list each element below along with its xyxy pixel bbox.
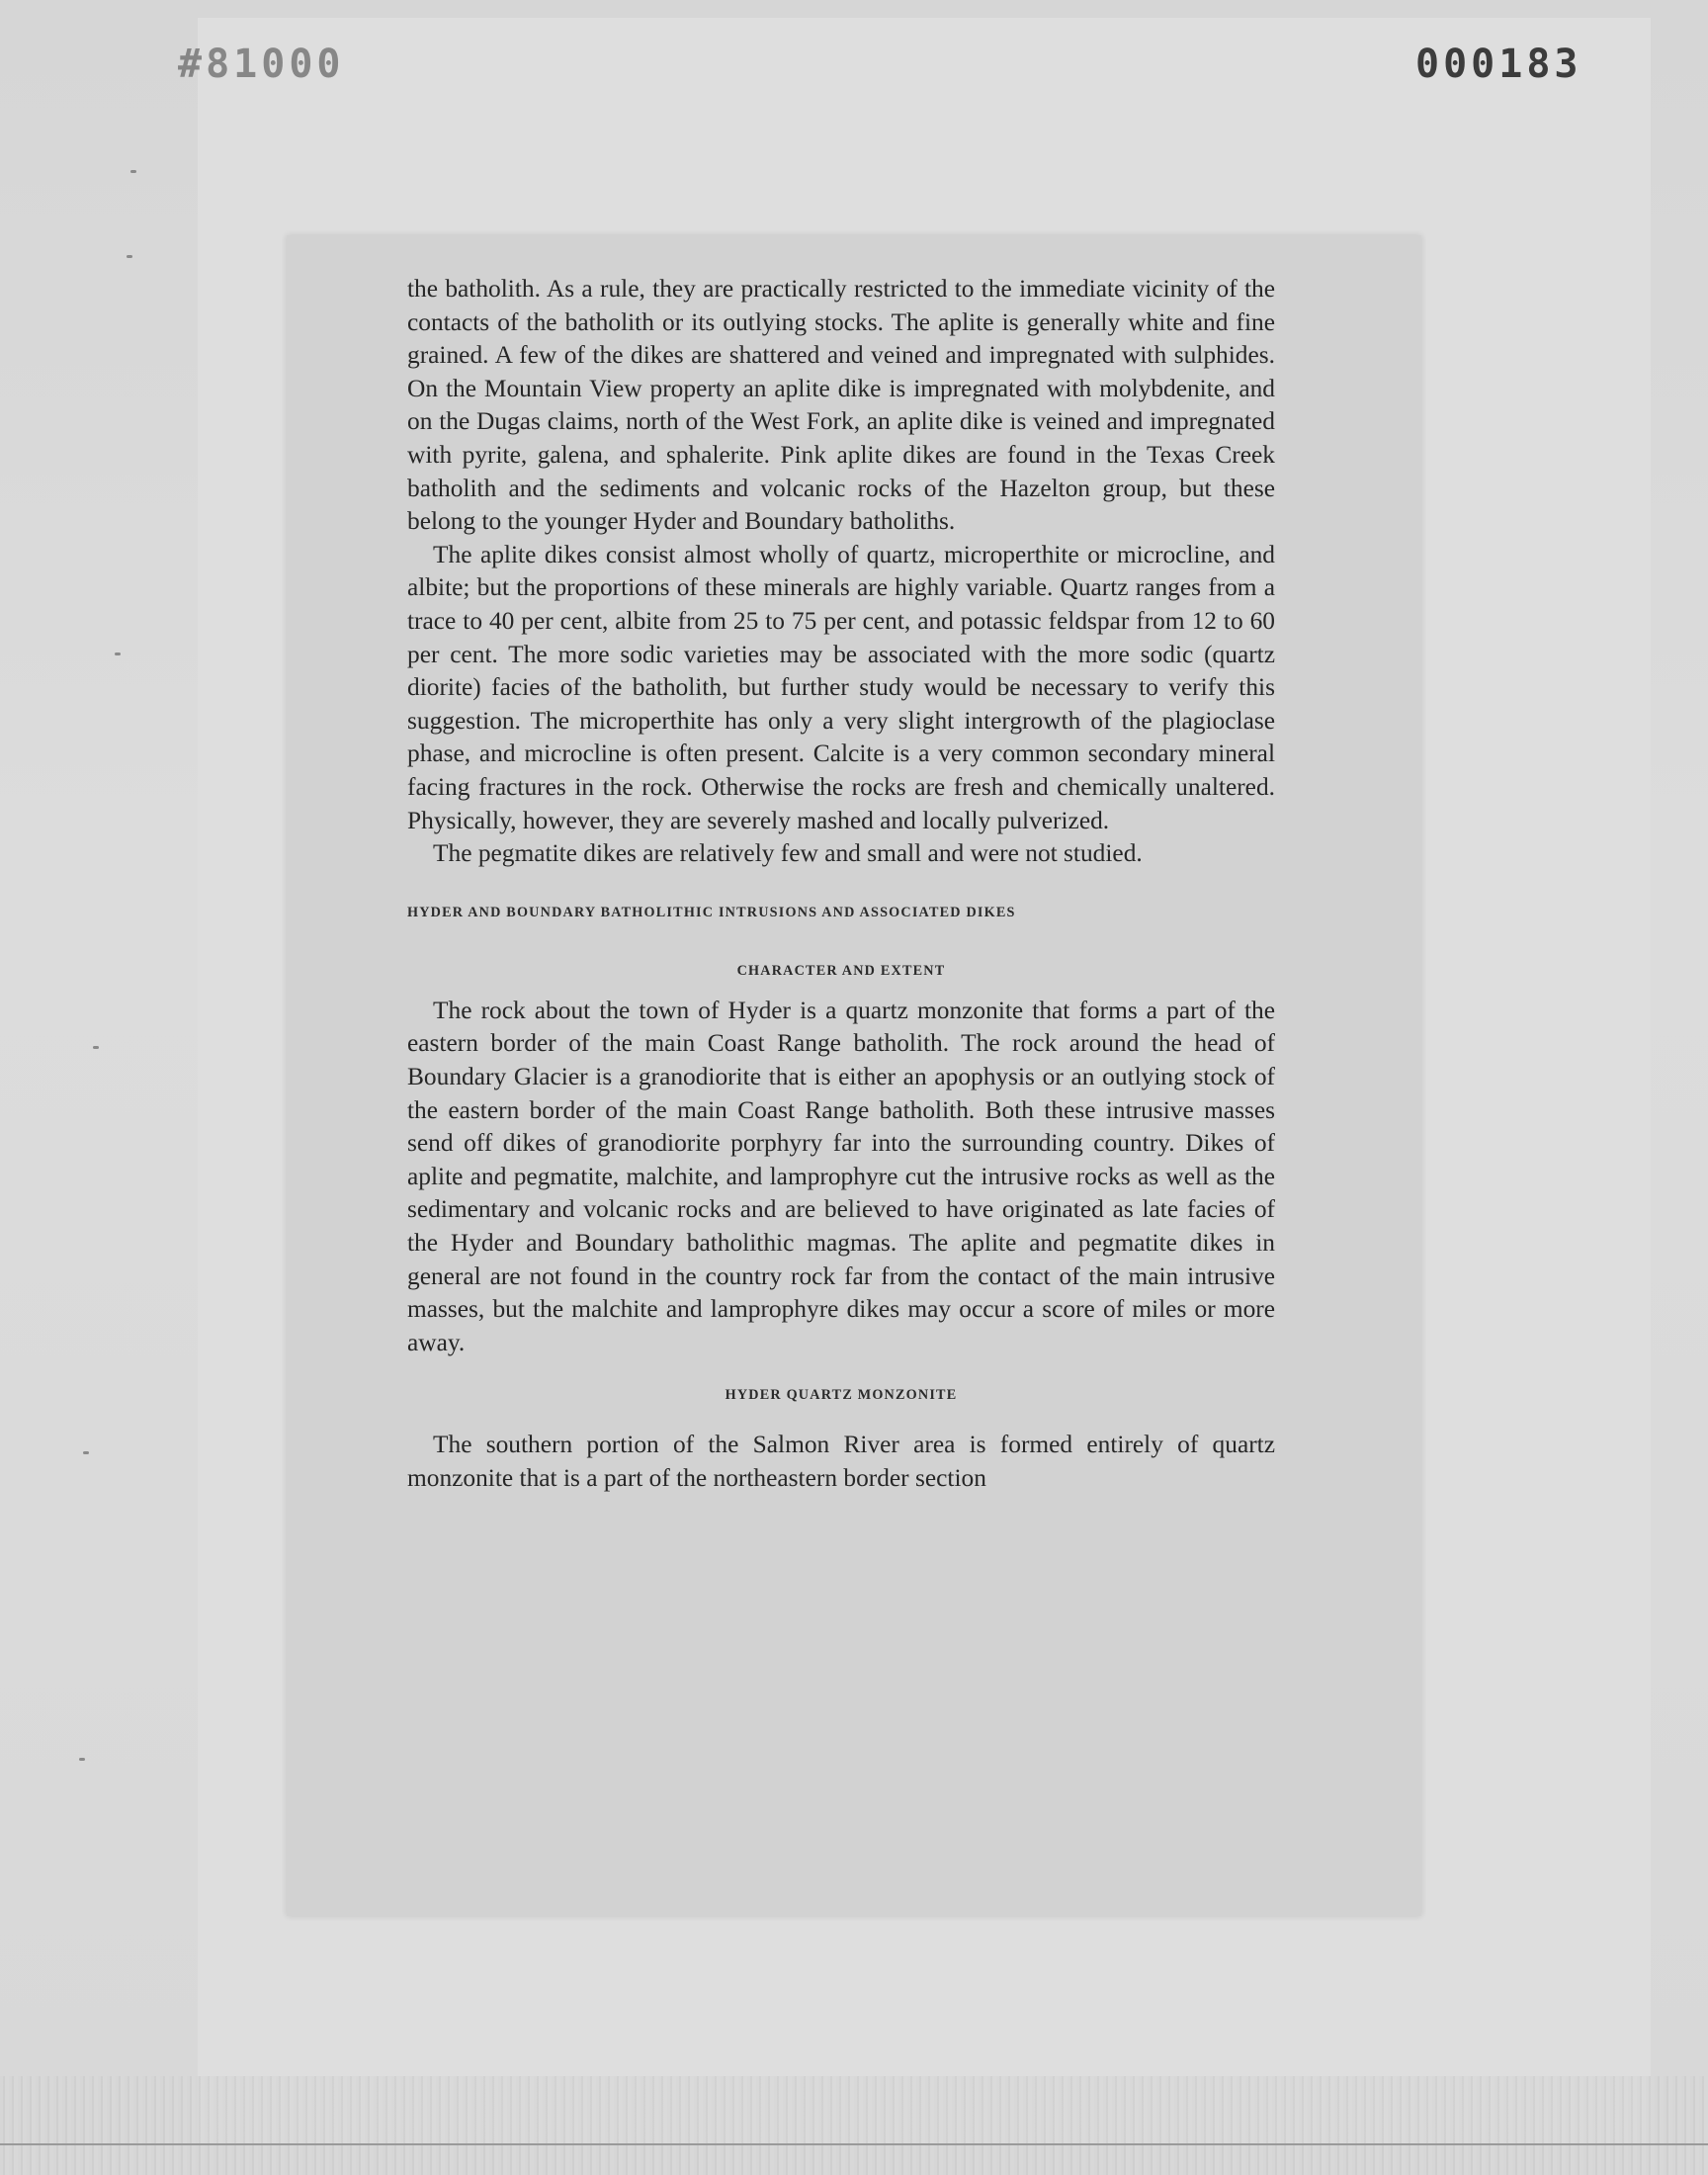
scan-speck (83, 1451, 89, 1454)
scan-speck (79, 1758, 85, 1761)
paragraph: the batholith. As a rule, they are practically restricted to the immediate vicinity of the contacts of the batholith or its outlying stocks. The aplite is generally white and fine grained. A few of the dikes are shattered and veined and impregnated with sulphides. On the Mountain View property an aplite dike is impregnated with molybdenite, and on the Dugas claims, north of the West Fork, an aplite dike is veined and impregnated with pyrite, galena, and sphalerite. Pink aplite dikes are found in the Texas Creek batholith and the sediments and volcanic rocks of the Hazelton group, but these belong to the younger Hyder and Boundary batholiths. (407, 275, 1275, 536)
paragraph: The southern portion of the Salmon River area is formed entirely of quartz monzonite that is a part of the northeastern border section (407, 1431, 1275, 1492)
scan-speck (127, 255, 132, 258)
paragraph: The pegmatite dikes are relatively few and small and were not studied. (433, 839, 1143, 868)
paragraph: The aplite dikes consist almost wholly of quartz, microperthite or microcline, and albite; but the proportions of these minerals are highly variable. Quartz ranges from a trace to 40 per cent, albite from 25 to 75 per cent, and potassic feldspar from 12 to 60 per cent. The more sodic varieties may be associated with the more sodic (quartz diorite) facies of the batholith, but further study would be necessary to verify this suggestion. The microperthite has only a very slight intergrowth of the plagioclase phase, and microcline is often present. Calcite is a very common secondary mineral facing fractures in the rock. Otherwise the rocks are fresh and chemically unaltered. Physically, however, they are severely mashed and locally pulverized. (407, 540, 1275, 834)
scan-speck (115, 652, 121, 655)
body-text (407, 273, 1275, 1495)
mirrored-page-number-stamp: #81000 (178, 42, 345, 87)
scanner-streaks (0, 2076, 1708, 2175)
scan-speck (130, 170, 136, 173)
section-heading: HYDER AND BOUNDARY BATHOLITHIC INTRUSIONS AND ASSOCIATED DIKES (407, 904, 1016, 920)
scan-speck (93, 1046, 99, 1049)
page-number-stamp: 000183 (1415, 42, 1582, 87)
subsection-heading: CHARACTER AND EXTENT (736, 963, 946, 980)
scanner-edge-line (0, 2143, 1708, 2145)
subsection-heading: HYDER QUARTZ MONZONITE (725, 1387, 958, 1404)
paragraph: The rock about the town of Hyder is a quartz monzonite that forms a part of the eastern border of the main Coast Range batholith. The rock around the head of Boundary Glacier is a granodiorite that is either an apophysis or an outlying stock of the eastern border of the main Coast Range batholith. Both these intrusive masses send off dikes of granodiorite porphyry far into the surrounding country. Dikes of aplite and pegmatite, malchite, and lamprophyre cut the intrusive rocks as well as the sedimentary and volcanic rocks and are believed to have originated as late facies of the Hyder and Boundary batholithic magmas. The aplite and pegmatite dikes in general are not found in the country rock far from the contact of the main intrusive masses, but the malchite and lamprophyre dikes may occur a score of miles or more away. (407, 996, 1275, 1356)
